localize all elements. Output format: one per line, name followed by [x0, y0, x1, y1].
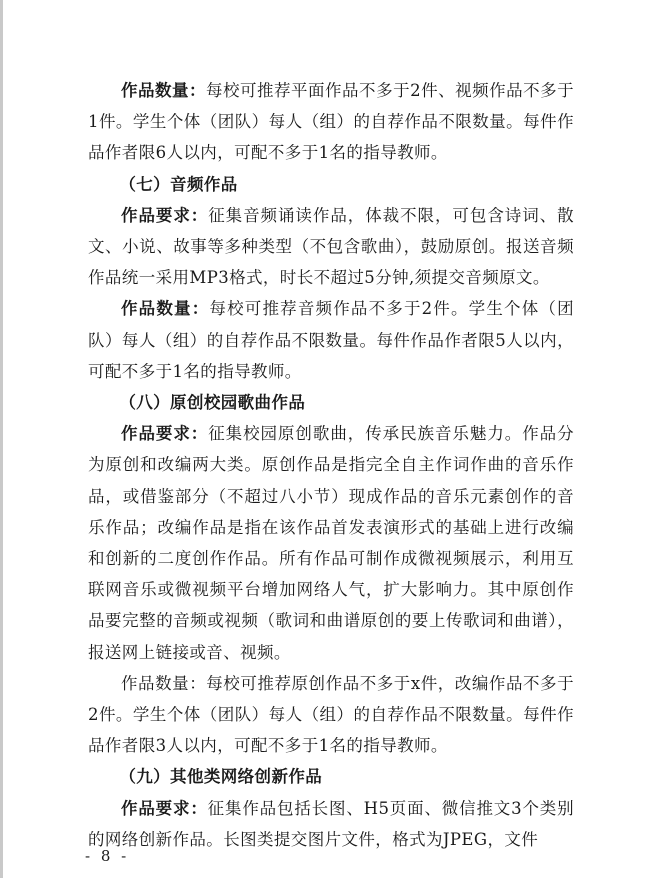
paragraph-text: 征集音频诵读作品，体裁不限，可包含诗词、散文、小说、故事等多种类型（不包含歌曲），鼓励原创。报送音频作品统一采用MP3格式，时长不超过5分钟,须提交音频原文。	[88, 205, 574, 288]
section-heading-campus-song: （八）原创校园歌曲作品	[119, 393, 306, 413]
section-heading-audio: （七）音频作品	[119, 174, 238, 194]
paragraph-flat-video-quantity	[88, 75, 574, 169]
paragraph-text: 每校可推荐音频作品不多于2件。学生个体（团队）每人（组）的自荐作品不限数量。每件作品作者限5人以内，可配不多于1名的指导教师。	[88, 299, 574, 381]
paragraph-audio-requirements	[88, 200, 574, 294]
page-number: - 8 -	[85, 847, 130, 865]
paragraph-text: 征集校园原创歌曲，传承民族音乐魅力。作品分为原创和改编两大类。原创作品是指完全自主作词作曲的音乐作品，或借鉴部分（不超过八小节）现成作品的音乐元素创作的音乐作品；改编作品是指在该作品首发表演形式的基础上进行改编和创新的二度创作作品。所有作品可制作成微视频展示，利用互联网音乐或微视频平台增加网络人气，扩大影响力。其中原创作品要完整的音频或视频（歌词和曲谱原创的要上传歌词和曲谱），报送网上链接或音、视频。	[88, 424, 574, 662]
paragraph-lead: 作品数量：	[121, 81, 207, 100]
page-content	[88, 75, 574, 855]
paragraph-text: 每校可推荐平面作品不多于2件、视频作品不多于1件。学生个体（团队）每人（组）的自荐作品不限数量。每件作品作者限6人以内，可配不多于1名的指导教师。	[88, 81, 574, 163]
paragraph-lead: 作品要求：	[121, 424, 209, 444]
paragraph-song-requirements	[88, 418, 574, 668]
paragraph-text: 征集作品包括长图、H5页面、微信推文3个类别的网络创新作品。长图类提交图片文件，格式为JPEG，文件	[88, 798, 575, 849]
paragraph-audio-quantity	[88, 293, 574, 387]
paragraph-lead: 作品数量：	[121, 299, 210, 319]
paragraph-song-quantity	[88, 668, 574, 762]
paragraph-text: 作品数量：每校可推荐原创作品不多于x件，改编作品不多于2件。学生个体（团队）每人（组）的自荐作品不限数量。每件作品作者限3人以内，可配不多于1名的指导教师。	[88, 673, 574, 756]
section-heading-other-online: （九）其他类网络创新作品	[119, 767, 323, 787]
paragraph-lead: 作品要求：	[121, 205, 209, 225]
paragraph-lead: 作品要求：	[121, 798, 208, 818]
scan-edge	[0, 0, 3, 878]
paragraph-other-requirements	[88, 793, 574, 855]
